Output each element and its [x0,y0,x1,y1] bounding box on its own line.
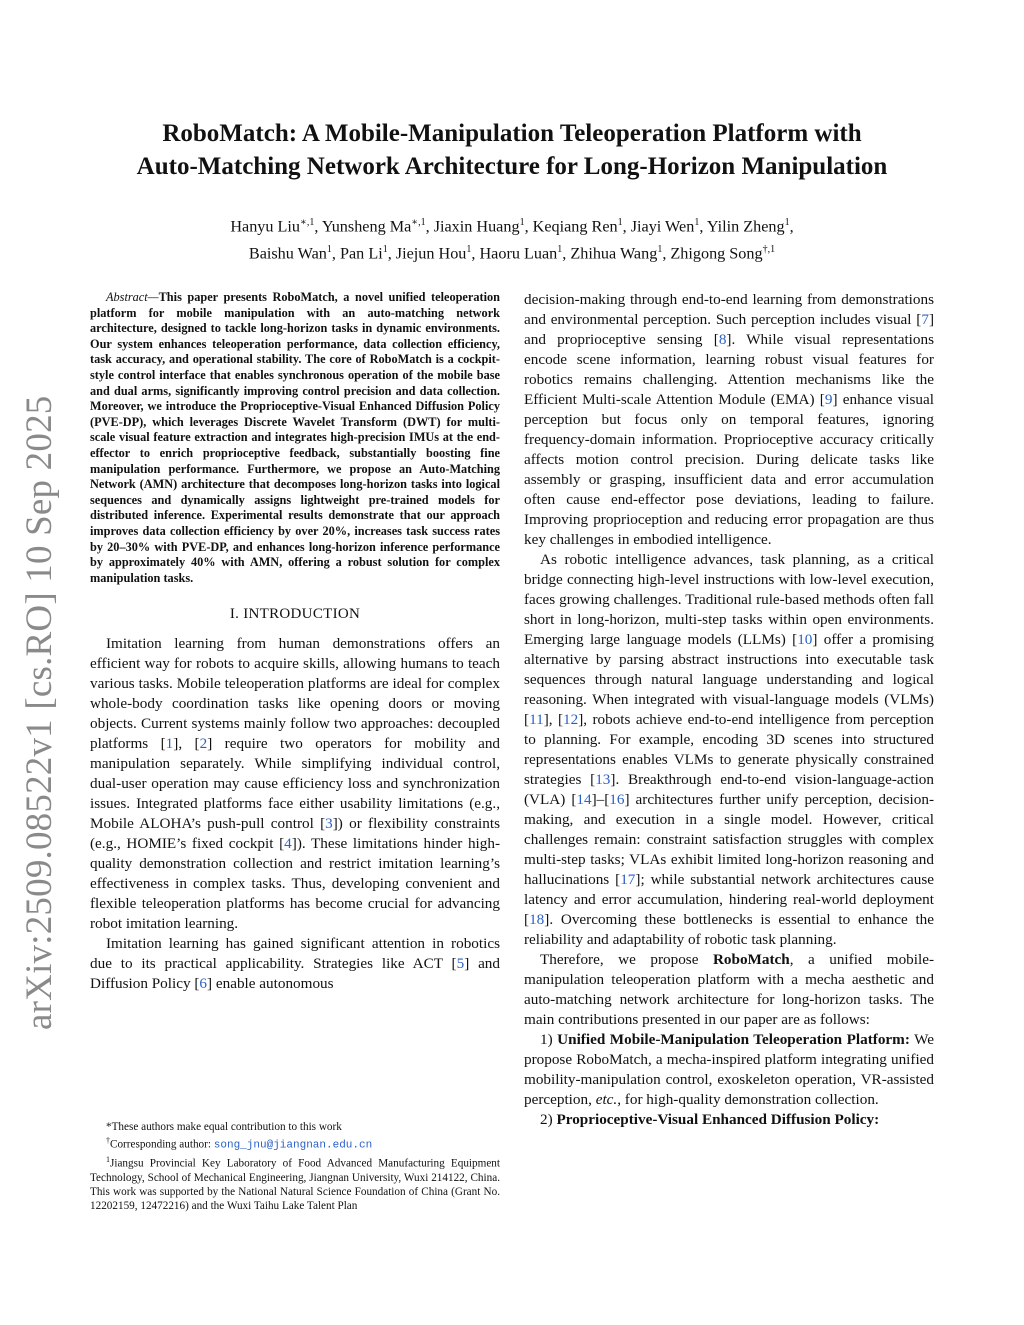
text-run: We propose RoboMatch, a mecha-inspired platform integrating unified mobility-manipulation control, exoskeleton operation, VR-assisted perception, [524,1031,934,1108]
text-run: ). These limitations hinder high-quality demonstration collection and restrict imitation learning’s effectiveness in complex tasks. Thus, developing convenient and flexible teleoperation platforms has become crucial for advancing robot imitation learning. [90,835,500,933]
citation-link[interactable]: 7 [921,311,929,328]
text-run: , [178,735,195,753]
text-run: Unified Mobile-Manipulation Teleoperation Platform: [557,1031,910,1048]
text-run: Corresponding author: [110,1138,214,1151]
author-name: Yilin Zheng [706,217,785,236]
author-name: Jiayi Wen [630,217,695,236]
footnote-equal-contribution: *These authors make equal contribution to this work [106,1121,342,1133]
author-affiliation-mark: ∗,1 [411,217,426,228]
citation-link[interactable]: 5 [456,955,465,973]
text-run: Therefore, we propose [540,951,713,968]
citation-link[interactable]: 8 [718,331,727,348]
text-run: Jiangsu Provincial Key Laboratory of Food Advanced Manufacturing Equipment Technology, School of Mechanical Engineering, Jiangnan University, Wuxi 214122, China. This work was supported by the National Natural Science Foundation of China (Grant No. 12202159, 12472216) and the Wuxi Taihu Lake Talent Plan [90,1157,500,1213]
text-run: enable autonomous [212,975,334,993]
abstract-text: This paper presents RoboMatch, a novel unified teleoperation platform for mobile manipulation with an auto-matching network architecture, designed to tackle long-horizon tasks in dynamic environments. Our system enhances teleoperation performance, data collection efficiency, task accuracy, and operational stability. The core of RoboMatch is a cockpit-style control interface that enables synchronous operation of the mobile base and dual arms, significantly improving control precision and data collection. Moreover, we introduce the Proprioceptive-Visual Enhanced Diffusion Policy (PVE-DP), which leverages Discrete Wavelet Transform (DWT) for multi-scale visual feature extraction and integrates high-precision IMUs at the end-effector to enrich proprioceptive feedback, substantially boosting fine manipulation performance. Furthermore, we propose an Auto-Matching Network (AMN) architecture that decomposes long-horizon tasks into logical sequences and dynamically assigns lightweight pre-trained models for distributed inference. Experimental results demonstrate that our approach improves data collection efficiency by over 20%, increases task success rates by 20–30% with PVE-DP, and enhances long-horizon inference performance by approximately 40% with AMN, offering a robust solution for complex manipulation tasks. [90,290,500,585]
section-heading-introduction: I. INTRODUCTION [229,606,361,623]
title-line-1: RoboMatch: A Mobile-Manipulation Teleoperation Platform with [162,120,862,147]
text-run: architectures further unify perception, decision-making, and execution in a single model. However, critical challenges remain: constraint satisfaction struggles with complex multi-step tasks; VLAs exhibit limited long-horizon reasoning and hallucinations [524,791,934,888]
author-name: Hanyu Liu [230,217,301,236]
author-affiliation-mark: ∗,1 [300,217,315,228]
author-affiliation-mark: 1 [694,217,700,228]
email-link[interactable]: song_jnu@jiangnan.edu.cn [213,1139,373,1152]
author-name: Jiaxin Huang [433,217,520,236]
abstract [90,290,500,586]
citation-link[interactable]: 14 [576,791,592,808]
citation-link[interactable]: 9 [824,391,833,408]
citation-link[interactable]: 2 [199,735,208,753]
intro-paragraph-2: Imitation learning has gained significant attention in robotics due to its practical applicability. Strategies like ACT [5] and Diffusion Policy [6] enable autonomous [90,935,500,993]
citation-link[interactable]: 6 [199,975,208,993]
text-run: Imitation learning has gained significant attention in robotics due to its practical applicability. Strategies like ACT [90,935,500,973]
right-paragraph-2: As robotic intelligence advances, task planning, as a critical bridge connecting high-level instructions with low-level execution, faces growing challenges. Traditional rule-based methods often fall short in long-horizon, multi-step tasks within open environments. Emerging large language models (LLMs) [10] offer a promising alternative by parsing abstract instructions into executable task sequences through natural language understanding and logical reasoning. When integrated with visual-language models (VLMs) [11], [12], robots achieve end-to-end intelligence from perception to planning. For example, encoding 3D scenes into structured representations enables VLMs to generate physically constrained strategies [13]. Breakthrough end-to-end vision-language-action (VLA) [14]–[16] architectures further unify perception, decision-making, and execution in a single model. However, critical challenges remain: constraint satisfaction struggles with complex multi-step tasks; VLAs exhibit limited long-horizon reasoning and hallucinations [17]; while substantial network architectures cause latency and error accumulation, hindering real-world deployment [18]. Overcoming these bottlenecks is essential to enhance the reliability and adaptability of robotic task planning. [524,551,935,948]
text-run: – [596,791,605,808]
text-run: 2) [540,1111,553,1128]
author-name: Haoru Luan [479,244,558,263]
contribution-item-1 [524,1030,934,1110]
abstract-label: Abstract [106,290,148,304]
author-affiliation-mark: 1 [466,244,472,256]
text-run: ) or flexibility constraints (e.g., HOMIE’s fixed cockpit [90,815,500,853]
text-run: and Diffusion Policy [90,955,500,993]
text-run: 1) [540,1031,553,1048]
citation-link[interactable]: 13 [595,771,611,788]
author-affiliation-mark: 1 [784,217,790,228]
contribution-item-2 [524,1110,934,1130]
arxiv-identifier: arXiv:2509.08522v1 [cs.RO] 10 Sep 2025 [19,395,60,1030]
text-run: . Breakthrough end-to-end vision-language-action (VLA) [524,771,934,808]
citation-link[interactable]: 18 [529,911,545,928]
text-run: etc. [595,1091,618,1108]
right-paragraph-3 [524,950,934,1030]
paper-title [60,117,964,183]
author-name: Baishu Wan [248,244,327,263]
author-affiliation-mark: 1 [382,244,388,256]
intro-paragraph-1: Imitation learning from human demonstrations offers an efficient way for robots to acquire skills, allowing humans to teach various tasks. Mobile teleoperation platforms are ideal for complex whole-body coordination tasks like opening doors or moving objects. Current systems mainly follow two approaches: decoupled platforms [1], [2] require two operators for mobility and manipulation separately. While simplifying individual control, dual-user operation may cause efficiency loss and synchronization issues. Integrated platforms face either usability limitations (e.g., Mobile ALOHA’s push-pull control [3]) or flexibility constraints (e.g., HOMIE’s fixed cockpit [4]). These limitations hinder high-quality demonstration collection and restrict imitation learning’s effectiveness in complex tasks. Thus, developing convenient and flexible teleoperation platforms has become crucial for advancing robot imitation learning. [90,635,501,933]
authors-line-1: Hanyu Liu$^{∗,1}$, Yunsheng $Ma^{∗,1}$, Jiaxin Huang$^1$, Keqiang Ren$^1$, Jiayi Wen$^1$, Yilin Zheng$^1$, [230,217,794,236]
author-affiliation-mark: 1 [326,244,332,256]
citation-link[interactable]: 16 [609,791,625,808]
text-run: Proprioceptive-Visual Enhanced Diffusion Policy: [556,1111,880,1128]
author-name: Keqiang Ren [532,217,618,236]
author-name: Pan Li [339,244,383,263]
left-column [90,290,500,994]
text-run: . Overcoming these bottlenecks is essential to enhance the reliability and adaptability of robotic task planning. [524,911,934,948]
abstract-dash: — [147,290,159,304]
text-run: As robotic intelligence advances, task planning, as a critical bridge connecting high-level instructions with low-level execution, faces growing challenges. Traditional rule-based methods often fall short in long-horizon, multi-step tasks within open environments. Emerging large language models (LLMs) [524,551,934,648]
text-run: ; while substantial network architectures cause latency and error accumulation, hindering real-world deployment [524,871,935,908]
text-run: RoboMatch [712,951,790,968]
footnote-affiliation: $^1$Jiangsu Provincial Key Laboratory of Food Advanced Manufacturing Equipment Technology, School of Mechanical Engineering, Jiangnan University, Wuxi 214122, China. This work was supported by the National Natural Science Foundation of China (Grant No. 12202159, 12472216) and the Wuxi Taihu Lake Talent Plan [90,1155,500,1213]
author-name: Jiejun Hou [395,244,467,263]
authors-line-2: Baishu Wan$^1$, Pan Li$^1$, Jiejun Hou$^1$, Haoru Luan$^1$, Zhihua Wang$^1$, Zhigong Song$^{\dagger,1}$ [248,244,776,263]
text-run: , [548,711,558,728]
title-line-2: Auto-Matching Network Architecture for Long-Horizon Manipulation [136,153,888,180]
author-affiliation-mark: †,1 [762,244,776,256]
citation-link[interactable]: 12 [563,711,579,728]
citation-link[interactable]: 3 [325,815,333,833]
text-run: , a unified mobile-manipulation teleoperation platform with a mecha aesthetic and auto-matching network architecture for long-horizon tasks. The main contributions presented in our paper are as follows: [524,951,934,1028]
author-affiliation-mark: 1 [557,244,563,256]
text-run: offer a promising alternative by parsing abstract instructions into executable task sequences through natural language understanding and logical reasoning. When integrated with visual-language models (VLMs) [524,631,934,708]
text-run: require two operators for mobility and manipulation separately. While simplifying individual control, dual-user operation may cause efficiency loss and synchronization issues. Integrated platforms face either usability limitations (e.g., Mobile ALOHA’s push-pull control [90,735,501,833]
citation-link[interactable]: 10 [797,631,813,648]
author-affiliation-mark: 1 [519,217,525,228]
author-affiliation-mark: 1 [657,244,663,256]
citation-link[interactable]: 11 [529,711,544,728]
citation-link[interactable]: 1 [165,735,174,753]
right-column [524,290,934,1130]
author-affiliation-mark: 1 [617,217,623,228]
footnote-corresponding-author: †Corresponding author: song_jnu@jiangnan.edu.cn [106,1136,373,1152]
text-run: enhance visual perception but focus only on temporal features, ignoring frequency-domain information. Proprioceptive accuracy critically affects motion control precision. During delicate tasks like assembly or grasping, insufficient data and error accumulation often cause end-effector pose deviations, leading to failure. Improving proprioception and reducing error propagation are thus key challenges in embodied intelligence. [524,391,934,548]
text-run: Imitation learning from human demonstrations offers an efficient way for robots to acquire skills, allowing humans to teach various tasks. Mobile teleoperation platforms are ideal for complex whole-body coordination tasks like opening doors or moving objects. Current systems mainly follow two approaches: decoupled platforms [90,635,500,753]
text-run: decision-making through end-to-end learning from demonstrations and environmental perception. Such perception includes visual [524,291,934,328]
footnotes [90,1120,500,1214]
text-run: . While visual representations encode scene information, learning robust visual features for robotics remains challenging. Attention mechanisms like the Efficient Multi-scale Attention Module (EMA) [524,331,934,408]
author-name: Yunsheng Ma [321,217,412,236]
text-run: , robots achieve end-to-end intelligence from perception to planning. For example, encoding 3D scenes into structured representations enables VLMs to generate physically constrained strategies [524,711,935,788]
author-list [90,211,934,266]
citation-link[interactable]: 4 [284,835,292,853]
author-name: Zhigong Song [670,244,763,263]
right-paragraph-1: decision-making through end-to-end learning from demonstrations and environmental perception. Such perception includes visual [7] and proprioceptive sensing [8]. While visual representations encode scene information, learning robust visual features for robotics remains challenging. Attention mechanisms like the Efficient Multi-scale Attention Module (EMA) [9] enhance visual perception but focus only on temporal features, ignoring frequency-domain information. Proprioceptive accuracy critically affects motion control precision. During delicate tasks like assembly or grasping, insufficient data and error accumulation often cause end-effector pose deviations, leading to failure. Improving proprioception and reducing error propagation are thus key challenges in embodied intelligence. [524,291,934,548]
author-name: Zhihua Wang [570,244,658,263]
text-run: and proprioceptive sensing [524,331,714,348]
text-run: , for high-quality demonstration collection. [617,1091,879,1108]
citation-link[interactable]: 17 [620,871,636,888]
